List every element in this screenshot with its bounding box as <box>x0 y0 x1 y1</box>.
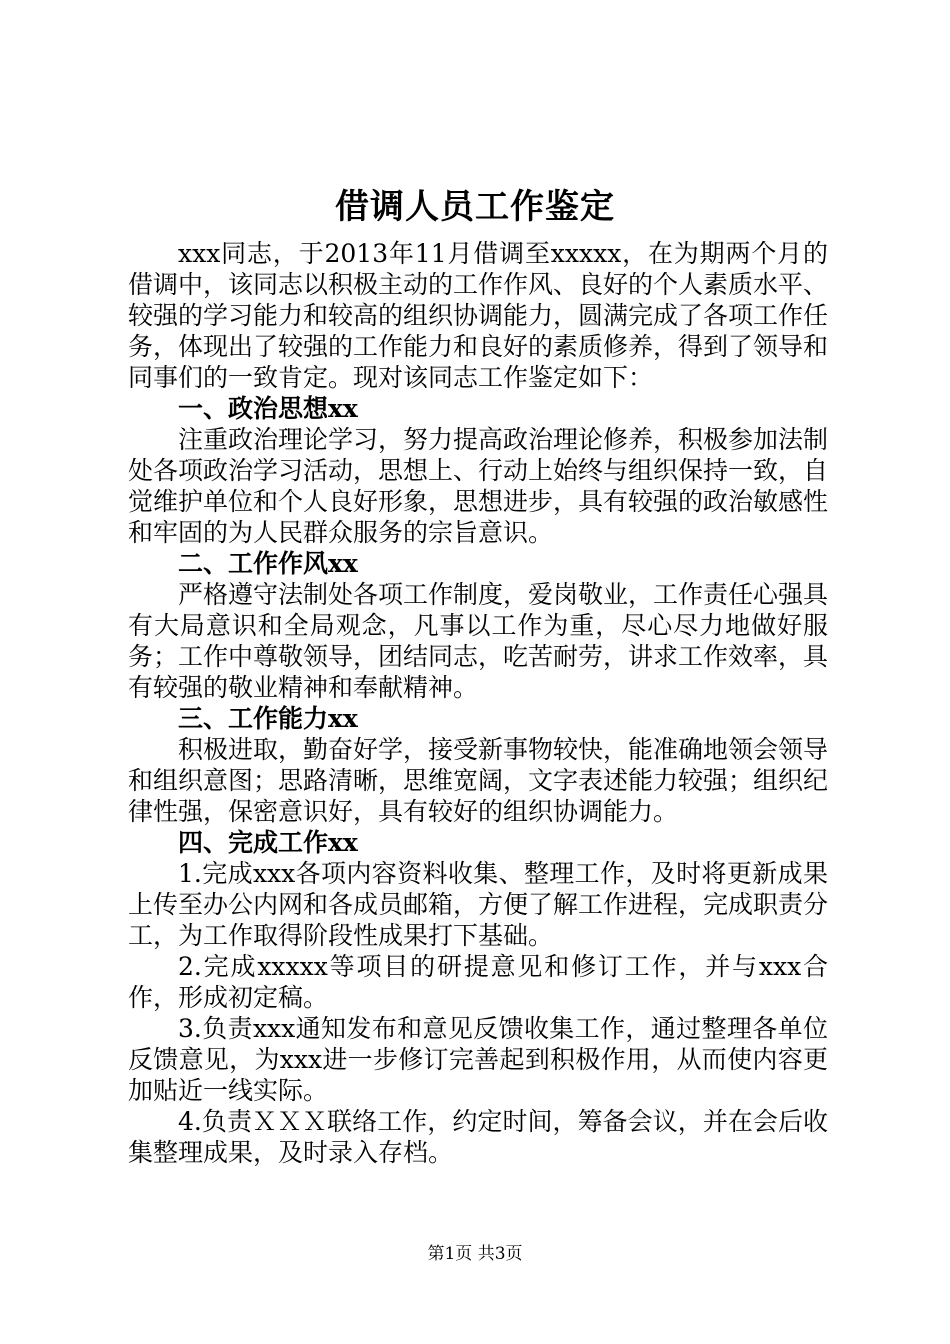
list-item: 2.完成xxxxx等项目的研提意见和修订工作，并与xxx合作，形成初定稿。 <box>128 952 828 1012</box>
list-item: 1.完成xxx各项内容资料收集、整理工作，及时将更新成果上传至办公内网和各成员邮箱，方便了解工作进程，完成职责分工，为工作取得阶段性成果打下基础。 <box>128 859 829 950</box>
list-item: 3.负责xxx通知发布和意见反馈收集工作，通过整理各单位反馈意见，为xxx进一步修订完善起到积极作用，从而使内容更加贴近一线实际。 <box>128 1014 828 1105</box>
document-body <box>128 238 828 1168</box>
intro-paragraph: xxx同志，于2013年11月借调至xxxxx，在为期两个月的借调中，该同志以积极主动的工作作风、良好的个人素质水平、较强的学习能力和较高的组织协调能力，圆满完成了各项工作任务，体现出了较强的工作能力和良好的素质修养，得到了领导和同事们的一致肯定。现对该同志工作鉴定如下： <box>128 239 829 392</box>
list-item: 4.负责ＸＸＸ联络工作，约定时间，筹备会议，并在会后收集整理成果，及时录入存档。 <box>128 1107 828 1167</box>
document-title: 借调人员工作鉴定 <box>335 187 615 227</box>
section-heading-work-style: 二、工作作风xx <box>178 549 358 578</box>
section-heading-completed-work: 四、完成工作xx <box>178 828 358 857</box>
page-number-footer: 第1页 共3页 <box>427 1244 523 1264</box>
section-paragraph: 积极进取，勤奋好学，接受新事物较快，能准确地领会领导和组织意图；思路清晰，思维宽阔，文字表述能力较强；组织纪律性强，保密意识好，具有较好的组织协调能力。 <box>128 735 829 826</box>
section-paragraph: 注重政治理论学习，努力提高政治理论修养，积极参加法制处各项政治学习活动，思想上、行动上始终与组织保持一致，自觉维护单位和个人良好形象，思想进步，具有较强的政治敏感性和牢固的为人民群众服务的宗旨意识。 <box>128 425 829 547</box>
section-heading-work-ability: 三、工作能力xx <box>178 704 358 733</box>
section-heading-politics: 一、政治思想xx <box>178 394 358 423</box>
section-paragraph: 严格遵守法制处各项工作制度，爱岗敬业，工作责任心强具有大局意识和全局观念，凡事以工作为重，尽心尽力地做好服务；工作中尊敬领导，团结同志，吃苦耐劳，讲求工作效率，具有较强的敬业精神和奉献精神。 <box>128 580 829 702</box>
